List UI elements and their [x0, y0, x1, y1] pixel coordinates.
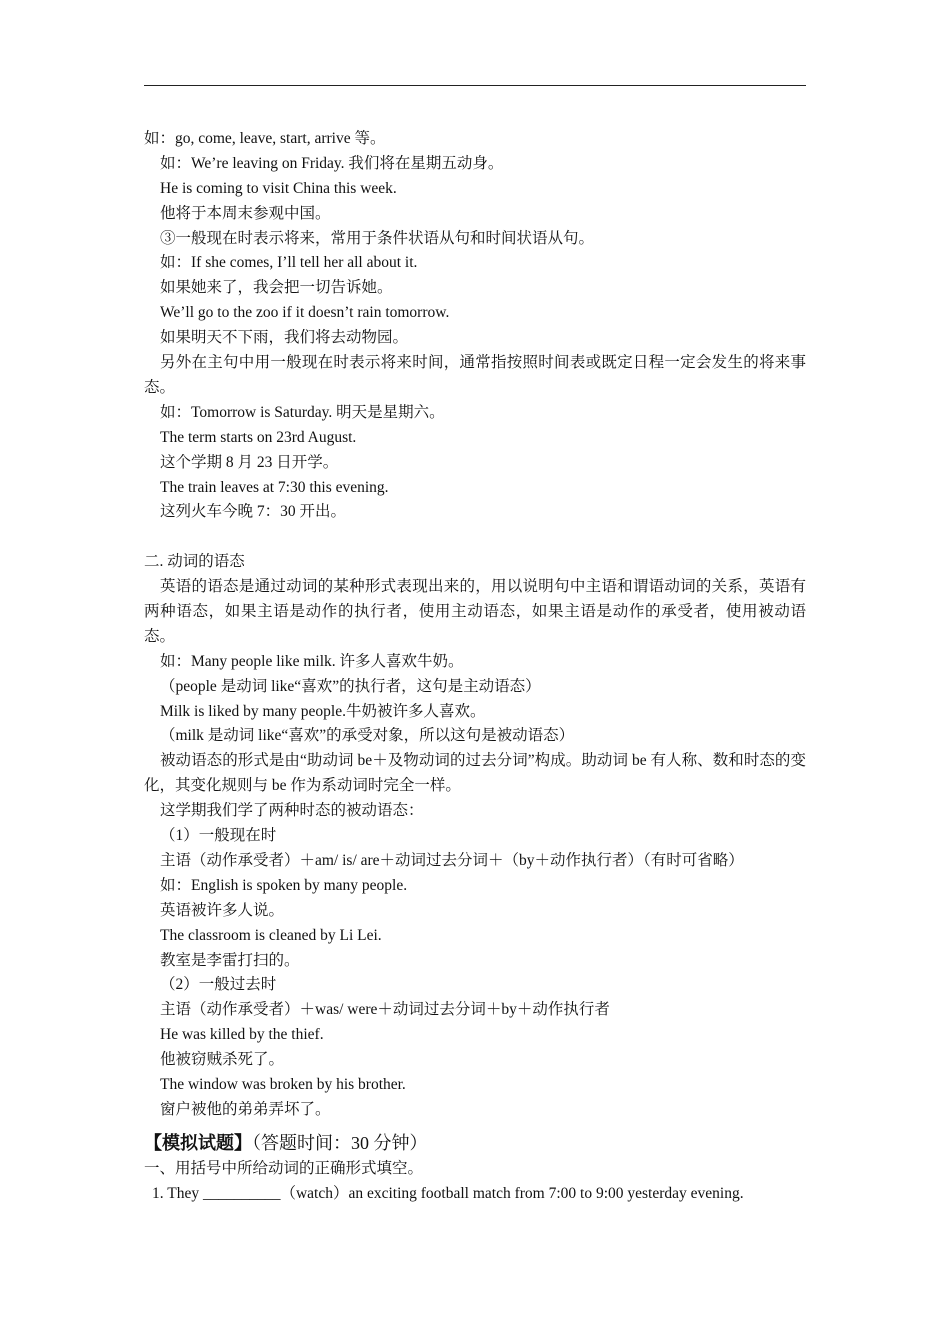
example-line: （milk 是动词 like“喜欢”的承受对象，所以这句是被动语态） [160, 727, 575, 745]
example-line: He is coming to visit China this week. [160, 179, 397, 197]
text-line: （1）一般现在时 [160, 827, 277, 845]
part1-instruction: 一、用括号中所给动词的正确形式填空。 [144, 1159, 424, 1177]
mock-test-time-note: （答题时间：30 分钟） [252, 1132, 428, 1153]
example-line: （people 是动词 like“喜欢”的执行者，这句是主动语态） [160, 677, 541, 695]
example-line: The window was broken by his brother. [160, 1075, 406, 1093]
example-line: 他被窃贼杀死了。 [160, 1051, 285, 1069]
example-line: 他将于本周末参观中国。 [160, 204, 331, 222]
example-line: 如果她来了，我会把一切告诉她。 [160, 279, 393, 297]
example-line: 如：English is spoken by many people. [160, 876, 408, 894]
example-line: Milk is liked by many people.牛奶被许多人喜欢。 [160, 702, 486, 720]
example-line: The term starts on 23rd August. [160, 428, 357, 446]
text-line: 这学期我们学了两种时态的被动语态： [160, 802, 424, 820]
example-line: 如：We’re leaving on Friday. 我们将在星期五动身。 [160, 154, 504, 172]
mock-test-title: 【模拟试题】 [144, 1132, 252, 1153]
example-line: 如：Tomorrow is Saturday. 明天是星期六。 [160, 403, 445, 421]
paragraph-voice: 英语的语态是通过动词的某种形式表现出来的，用以说明句中主语和谓语动词的关系，英语有两种语态，如果主语是动作的执行者，使用主动语态，如果主语是动作的承受者，使用被动语态。 [144, 578, 806, 645]
section-heading: 二. 动词的语态 [144, 553, 245, 571]
example-line: 如果明天不下雨，我们将去动物园。 [160, 329, 409, 347]
formula-line: 主语（动作承受者）＋am/ is/ are＋动词过去分词＋（by＋动作执行者）（有时可省略） [160, 851, 744, 869]
question-1: 1. They __________（watch）an exciting football match from 7:00 to 9:00 yesterday evening. [152, 1184, 744, 1202]
formula-line: 主语（动作承受者）＋was/ were＋动词过去分词＋by＋动作执行者 [160, 1001, 610, 1019]
rule-line: ③一般现在时表示将来，常用于条件状语从句和时间状语从句。 [160, 229, 595, 247]
page-content [144, 127, 806, 1207]
spacer [144, 525, 806, 550]
example-line: We’ll go to the zoo if it doesn’t rain tomorrow. [160, 304, 450, 322]
text-line: （2）一般过去时 [160, 976, 277, 994]
header-rule [144, 85, 806, 86]
example-line: 如：go, come, leave, start, arrive 等。 [144, 130, 386, 147]
example-line: 窗户被他的弟弟弄坏了。 [160, 1100, 331, 1118]
example-line: 如：If she comes, I’ll tell her all about it. [160, 254, 418, 272]
example-line: The train leaves at 7:30 this evening. [160, 478, 389, 496]
example-line: 如：Many people like milk. 许多人喜欢牛奶。 [160, 652, 464, 670]
example-line: 这个学期 8 月 23 日开学。 [160, 453, 339, 471]
example-line: 这列火车今晚 7：30 开出。 [160, 503, 347, 521]
example-line: He was killed by the thief. [160, 1026, 324, 1044]
example-line: 英语被许多人说。 [160, 901, 285, 919]
mock-test-heading [144, 1129, 806, 1157]
paragraph-passive-form: 被动语态的形式是由“助动词 be＋及物动词的过去分词”构成。助动词 be 有人称、数和时态的变化，其变化规则与 be 作为系动词时完全一样。 [144, 752, 806, 795]
example-line: The classroom is cleaned by Li Lei. [160, 926, 382, 944]
paragraph-future-schedule: 另外在主句中用一般现在时表示将来时间，通常指按照时间表或既定日程一定会发生的将来事态。 [144, 354, 806, 396]
example-line: 教室是李雷打扫的。 [160, 951, 300, 969]
